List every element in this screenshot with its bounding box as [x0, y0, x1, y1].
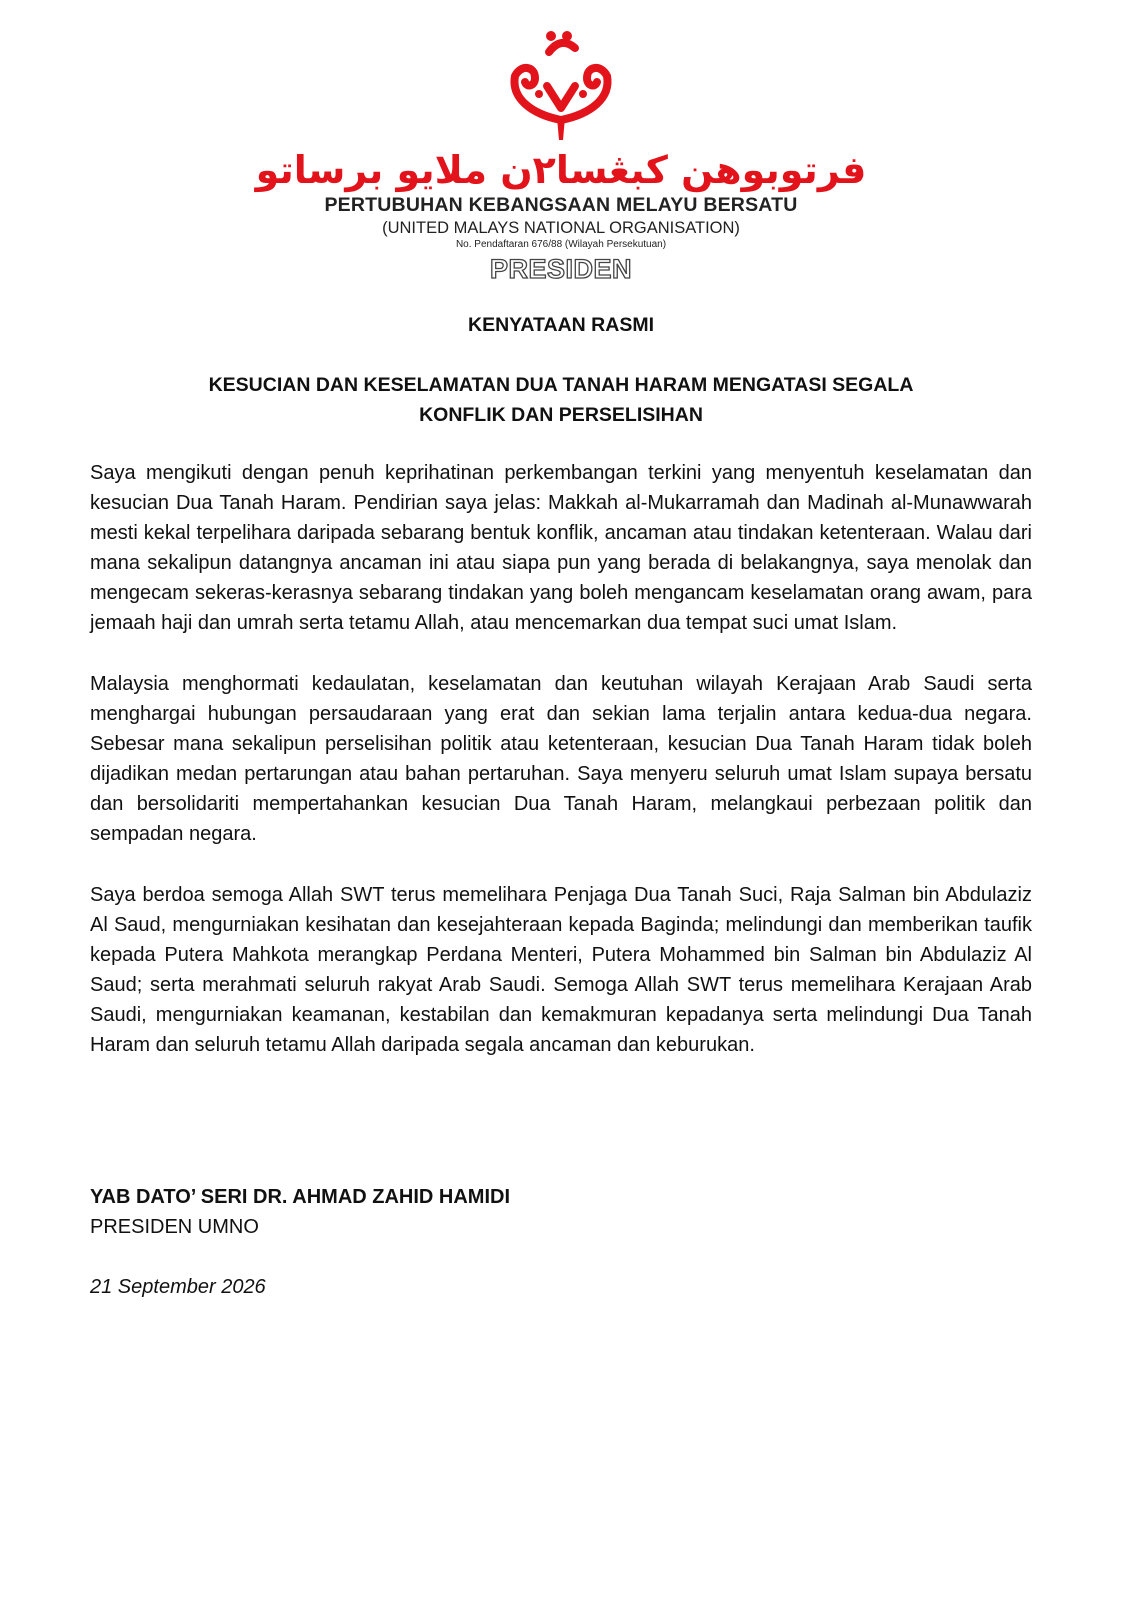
document-heading: [90, 370, 1032, 430]
signature-block: [90, 1182, 1032, 1302]
office-label: PRESIDEN: [489, 254, 633, 284]
paragraph: Saya berdoa semoga Allah SWT terus memelihara Penjaga Dua Tanah Suci, Raja Salman bin Abdulaziz Al Saud, mengurniakan kesihatan dan kesejahteraan kepada Baginda; melindungi dan memberikan taufik kepada Putera Mahkota merangkap Perdana Menteri, Putera Mohammed bin Salman bin Abdulaziz Al Saud; serta merahmati seluruh rakyat Arab Saudi. Semoga Allah SWT terus memelihara Kerajaan Arab Saudi, mengurniakan keamanan, kestabilan dan kemakmuran kepadanya serta melindungi Dua Tanah Haram dan seluruh tetamu Allah daripada segala ancaman dan keburukan.: [90, 884, 1032, 1056]
org-name-jawi: فرتوبوهن كبڠسا٢ن ملايو برساتو: [255, 148, 867, 192]
document-title: KENYATAAN RASMI: [468, 314, 654, 336]
registration-number: No. Pendaftaran 676/88 (Wilayah Persekutuan): [455, 239, 667, 250]
heading-line: KESUCIAN DAN KESELAMATAN DUA TANAH HARAM MENGATASI SEGALA: [208, 374, 914, 396]
document-date: 21 September 2026: [90, 1276, 266, 1298]
paragraph: Malaysia menghormati kedaulatan, keselamatan dan keutuhan wilayah Kerajaan Arab Saudi serta menghargai hubungan persaudaraan yang erat dan sekian lama terjalin antara kedua-dua negara. Sebesar mana sekalipun perselisihan politik atau ketenteraan, kesucian Dua Tanah Haram tidak boleh dijadikan medan pertarungan atau bahan pertaruhan. Saya menyeru seluruh umat Islam supaya bersatu dan bersolidariti mempertahankan kesucian Dua Tanah Haram, melangkaui perbezaan politik dan sempadan negara.: [90, 673, 1032, 845]
paragraph: Saya mengikuti dengan penuh keprihatinan perkembangan terkini yang menyentuh keselamatan dan kesucian Dua Tanah Haram. Pendirian saya jelas: Makkah al-Mukarramah dan Madinah al-Munawwarah mesti kekal terpelihara daripada sebarang bentuk konflik, ancaman atau tindakan ketenteraan. Walau dari mana sekalipun datangnya ancaman ini atau siapa pun yang berada di belakangnya, saya menolak dan mengecam sekeras-kerasnya sebarang tindakan yang boleh mengancam keselamatan orang awam, para jemaah haji dan umrah serta tetamu Allah, atau mencemarkan dua tempat suci umat Islam.: [90, 462, 1032, 634]
org-name: PERTUBUHAN KEBANGSAAN MELAYU BERSATU: [324, 194, 798, 216]
letterhead: [0, 28, 1122, 285]
umno-logo-icon: [491, 28, 631, 146]
signer-name: YAB DATO’ SERI DR. AHMAD ZAHID HAMIDI: [90, 1186, 511, 1208]
statement-body: [90, 458, 1032, 1091]
org-name-english: (UNITED MALAYS NATIONAL ORGANISATION): [382, 219, 740, 237]
heading-line: KONFLIK DAN PERSELISIHAN: [419, 404, 703, 426]
signer-title: PRESIDEN UMNO: [90, 1216, 259, 1238]
